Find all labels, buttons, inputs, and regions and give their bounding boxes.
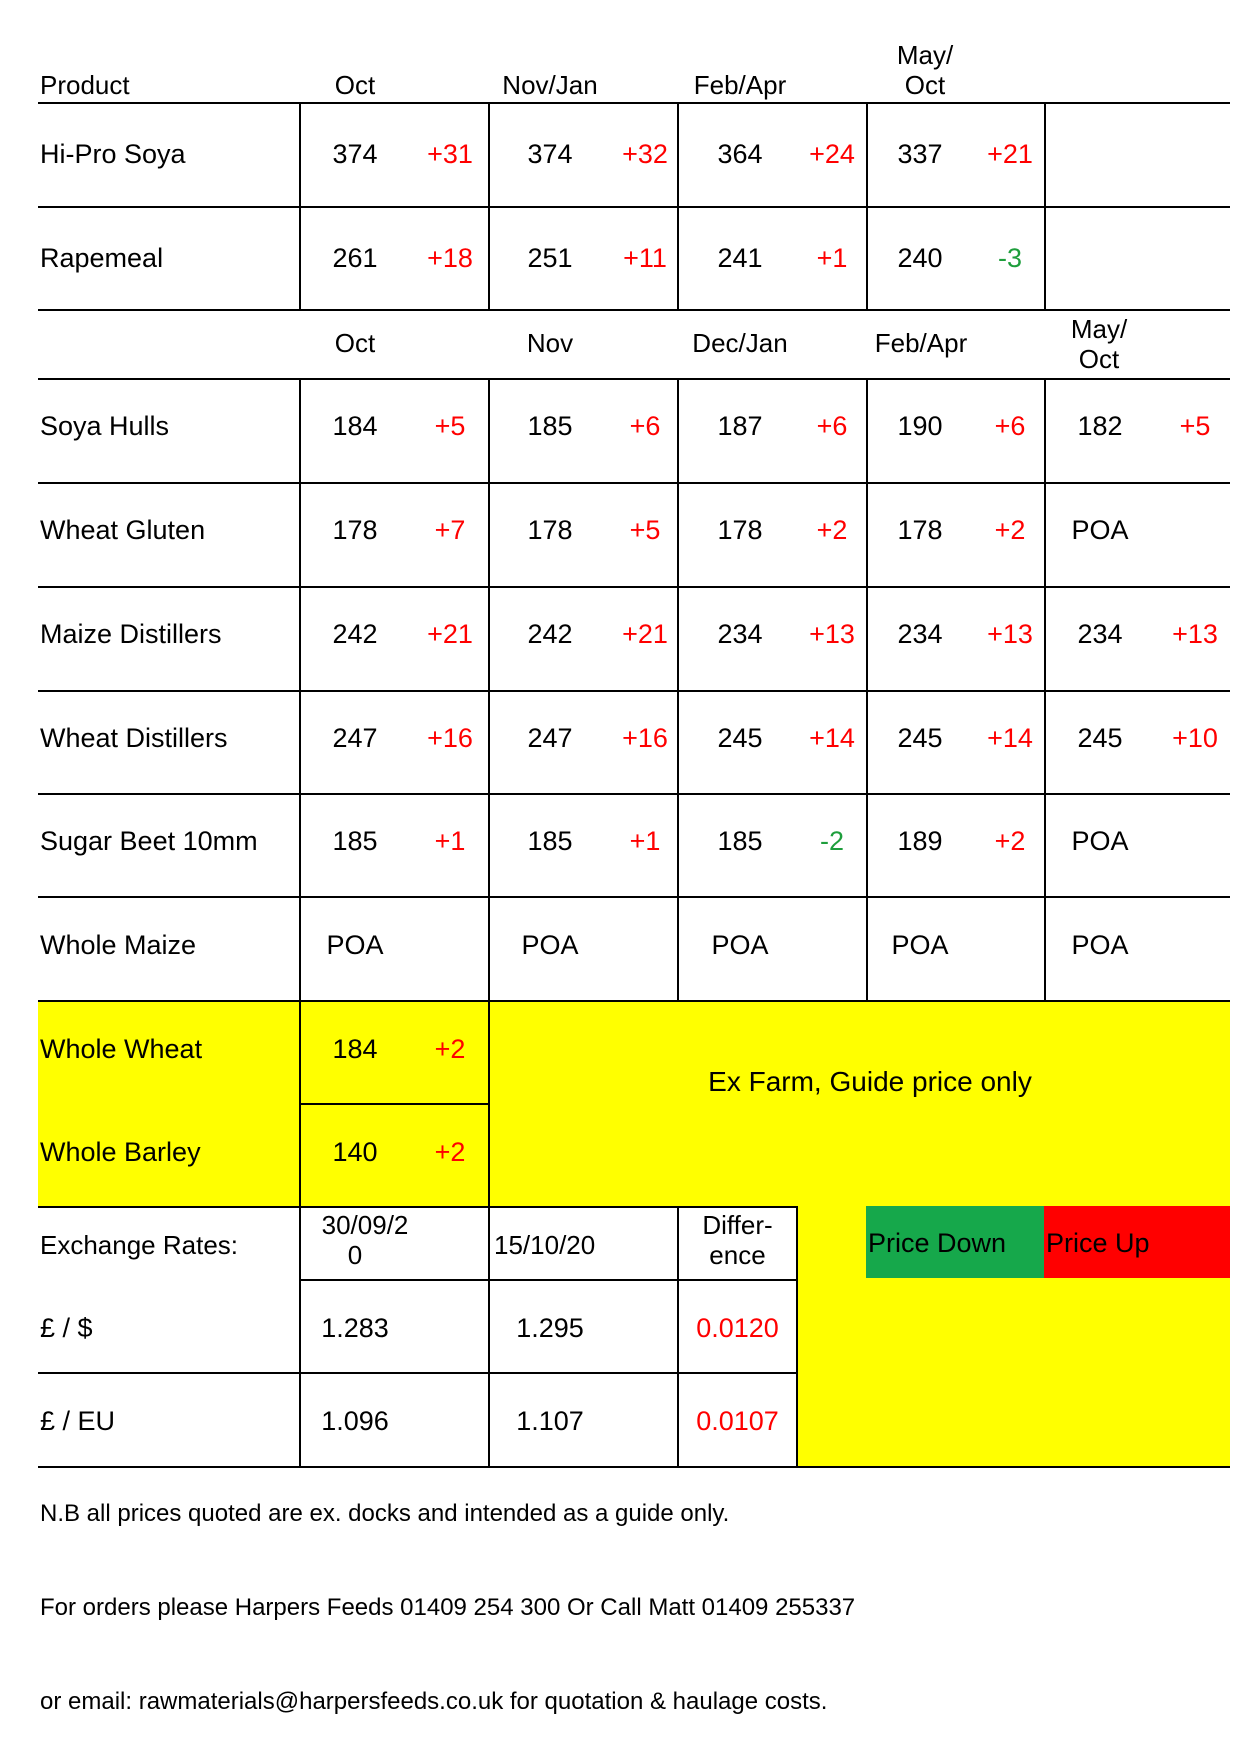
price-value: POA — [891, 930, 949, 960]
header-may: May/ — [896, 40, 954, 70]
row-label: Wheat Distillers — [40, 723, 228, 753]
price-change: +2 — [994, 826, 1026, 856]
column-divider — [1044, 102, 1046, 309]
rate-difference: 0.0120 — [696, 1313, 779, 1343]
legend-price-up: Price Up — [1046, 1228, 1150, 1258]
rule — [38, 1000, 1230, 1002]
price-value: 187 — [717, 411, 763, 441]
price-value: 178 — [527, 515, 573, 545]
price-value: 185 — [717, 826, 763, 856]
price-value: 240 — [897, 243, 943, 273]
price-value: POA — [521, 930, 579, 960]
price-value: 245 — [717, 723, 763, 753]
column-divider — [866, 378, 868, 1000]
currency-pair: £ / $ — [40, 1313, 93, 1343]
price-change: +11 — [623, 243, 667, 273]
price-value: 234 — [717, 619, 763, 649]
header-may-oct: Oct — [904, 70, 946, 100]
column-divider — [1044, 378, 1046, 1000]
rule — [38, 206, 1230, 208]
note-email: or email: rawmaterials@harpersfeeds.co.uk for quotation & haulage costs. — [40, 1688, 828, 1715]
header-oct: Oct — [334, 70, 376, 100]
column-divider — [677, 1206, 679, 1468]
price-value: 261 — [332, 243, 378, 273]
header-nov-jan: Nov/Jan — [502, 70, 598, 100]
header-may-oct: Oct — [1078, 344, 1120, 374]
date-col-1a: 30/09/2 — [321, 1210, 409, 1240]
header-nov: Nov — [526, 328, 574, 358]
header-feb-apr: Feb/Apr — [874, 328, 968, 358]
row-label: Whole Wheat — [40, 1034, 203, 1064]
row-label: Maize Distillers — [40, 619, 222, 649]
price-value: 234 — [1077, 619, 1123, 649]
price-change: +2 — [434, 1137, 466, 1167]
header-may: May/ — [1070, 314, 1128, 344]
price-change: +14 — [987, 723, 1033, 753]
price-value: POA — [1071, 826, 1129, 856]
note-orders: For orders please Harpers Feeds 01409 254 300 Or Call Matt 01409 255337 — [40, 1594, 856, 1621]
column-divider — [677, 378, 679, 1000]
rule — [38, 1206, 798, 1208]
ex-farm-note: Ex Farm, Guide price only — [708, 1066, 1032, 1097]
price-value: 245 — [1077, 723, 1123, 753]
price-value: 374 — [527, 139, 573, 169]
row-label: Sugar Beet 10mm — [40, 826, 258, 856]
price-value: 247 — [332, 723, 378, 753]
ex-farm-panel — [488, 1000, 1230, 1206]
note-docks: N.B all prices quoted are ex. docks and intended as a guide only. — [40, 1500, 730, 1527]
exchange-label: Exchange Rates: — [40, 1230, 239, 1260]
price-value: 178 — [332, 515, 378, 545]
rule — [38, 793, 1230, 795]
price-value: 251 — [527, 243, 573, 273]
price-change: +10 — [1172, 723, 1218, 753]
price-value: 178 — [897, 515, 943, 545]
rate-value: 1.096 — [321, 1406, 389, 1436]
price-change: +32 — [622, 139, 668, 169]
rule — [38, 1372, 798, 1374]
price-value: 242 — [332, 619, 378, 649]
price-value: POA — [711, 930, 769, 960]
price-change: +16 — [427, 723, 473, 753]
price-change: +5 — [434, 411, 466, 441]
price-value: 190 — [897, 411, 943, 441]
price-change: +21 — [622, 619, 668, 649]
rate-value: 1.107 — [516, 1406, 584, 1436]
price-change: +7 — [434, 515, 466, 545]
price-change: +24 — [809, 139, 855, 169]
price-change: +1 — [816, 243, 848, 273]
column-divider — [299, 102, 301, 309]
price-value: 374 — [332, 139, 378, 169]
difference-header-b: ence — [709, 1240, 766, 1270]
column-divider — [866, 102, 868, 309]
row-label: Rapemeal — [40, 243, 164, 273]
rate-value: 1.283 — [321, 1313, 389, 1343]
rule — [38, 586, 1230, 588]
header-feb-apr: Feb/Apr — [693, 70, 787, 100]
price-value: 241 — [717, 243, 763, 273]
rate-value: 1.295 — [516, 1313, 584, 1343]
price-change: +16 — [622, 723, 668, 753]
header-dec-jan: Dec/Jan — [692, 328, 788, 358]
price-value: 182 — [1077, 411, 1123, 441]
price-value: 245 — [897, 723, 943, 753]
rule — [38, 896, 1230, 898]
price-change: +6 — [816, 411, 848, 441]
price-change: +13 — [809, 619, 855, 649]
price-value: 364 — [717, 139, 763, 169]
price-change: +2 — [434, 1034, 466, 1064]
rule — [299, 1279, 798, 1281]
legend-price-down: Price Down — [868, 1228, 1007, 1258]
price-change: +5 — [1179, 411, 1211, 441]
price-change: +6 — [994, 411, 1026, 441]
rate-difference: 0.0107 — [696, 1406, 779, 1436]
price-change: +21 — [427, 619, 473, 649]
price-change: +5 — [629, 515, 661, 545]
price-value: POA — [1071, 930, 1129, 960]
price-value: 185 — [527, 826, 573, 856]
price-change: -3 — [997, 243, 1022, 273]
column-divider — [488, 1000, 490, 1468]
price-change: +13 — [987, 619, 1033, 649]
price-value: 242 — [527, 619, 573, 649]
rule — [38, 482, 1230, 484]
currency-pair: £ / EU — [40, 1406, 116, 1436]
price-change: +21 — [987, 139, 1033, 169]
header-product: Product — [40, 70, 130, 100]
header-oct: Oct — [334, 328, 376, 358]
column-divider — [488, 102, 490, 309]
column-divider — [299, 378, 301, 1000]
price-value: 178 — [717, 515, 763, 545]
price-change: +2 — [816, 515, 848, 545]
rule — [299, 1103, 489, 1105]
row-label: Hi-Pro Soya — [40, 139, 186, 169]
column-divider — [677, 102, 679, 309]
rule — [38, 1466, 1230, 1468]
price-value: POA — [326, 930, 384, 960]
price-value: 234 — [897, 619, 943, 649]
price-change: +14 — [809, 723, 855, 753]
row-label: Whole Barley — [40, 1137, 201, 1167]
price-change: +6 — [629, 411, 661, 441]
date-col-2: 15/10/20 — [494, 1230, 596, 1260]
price-change: +2 — [994, 515, 1026, 545]
row-label: Soya Hulls — [40, 411, 170, 441]
price-change: +1 — [629, 826, 661, 856]
price-change: +1 — [434, 826, 466, 856]
rule — [38, 102, 1230, 104]
price-change: +18 — [427, 243, 473, 273]
rule — [38, 309, 1230, 311]
price-change: +13 — [1172, 619, 1218, 649]
price-change: -2 — [819, 826, 844, 856]
difference-header-a: Differ- — [702, 1210, 773, 1240]
price-value: 184 — [332, 1034, 378, 1064]
price-value: 337 — [897, 139, 943, 169]
rule — [38, 690, 1230, 692]
price-value: 184 — [332, 411, 378, 441]
price-value: 140 — [332, 1137, 378, 1167]
price-change: +31 — [427, 139, 473, 169]
price-value: 189 — [897, 826, 943, 856]
price-value: 185 — [527, 411, 573, 441]
price-value: POA — [1071, 515, 1129, 545]
row-label: Whole Maize — [40, 930, 197, 960]
date-col-1b: 0 — [347, 1240, 363, 1270]
price-value: 185 — [332, 826, 378, 856]
price-value: 247 — [527, 723, 573, 753]
column-divider — [796, 1206, 798, 1468]
row-label: Wheat Gluten — [40, 515, 206, 545]
column-divider — [488, 378, 490, 1000]
rule — [38, 378, 1230, 380]
